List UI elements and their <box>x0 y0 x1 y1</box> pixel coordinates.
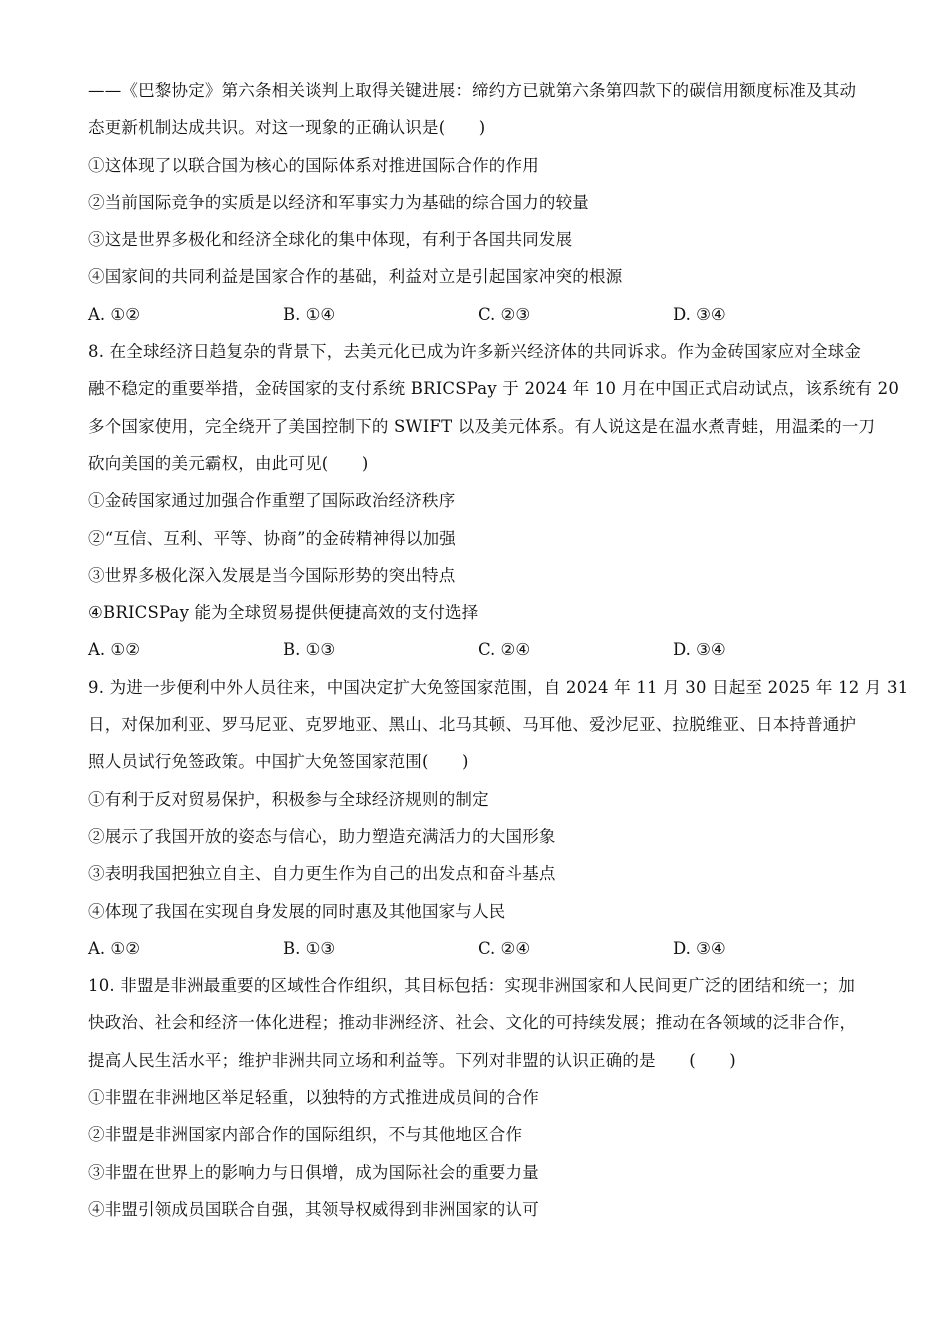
question-stem-line: 提高人民生活水平；维护非洲共同立场和利益等。下列对非盟的认识正确的是 ( ) <box>88 1050 736 1070</box>
statement: ③这是世界多极化和经济全球化的集中体现，有利于各国共同发展 <box>88 230 573 250</box>
question-stem-line: 9. 为进一步便利中外人员往来，中国决定扩大免签国家范围，自 2024 年 11 月 30 日起至 2025 年 12 月 31 <box>88 677 909 697</box>
question-8 <box>88 333 900 669</box>
question-stem-line: 日，对保加利亚、罗马尼亚、克罗地亚、黑山、北马其顿、马耳他、爱沙尼亚、拉脱维亚、日本持普通护 <box>88 715 857 735</box>
question-7 <box>88 72 868 333</box>
answer-options <box>88 296 868 333</box>
statement: ②“互信、互利、平等、协商”的金砖精神得以加强 <box>88 528 456 548</box>
option-d: D. ③④ <box>673 304 726 324</box>
question-stem-line: 照人员试行免签政策。中国扩大免签国家范围( ) <box>88 752 469 772</box>
statement: ①金砖国家通过加强合作重塑了国际政治经济秩序 <box>88 491 456 511</box>
statement: ③表明我国把独立自主、自力更生作为自己的出发点和奋斗基点 <box>88 864 556 884</box>
option-c: C. ②④ <box>478 938 531 958</box>
statement: ④非盟引领成员国联合自强，其领导权威得到非洲国家的认可 <box>88 1199 539 1219</box>
question-stem-line: 10. 非盟是非洲最重要的区域性合作组织，其目标包括：实现非洲国家和人民间更广泛的团结和统一；加 <box>88 976 856 996</box>
statement: ②当前国际竞争的实质是以经济和军事实力为基础的综合国力的较量 <box>88 192 589 212</box>
question-stem-line: 8. 在全球经济日趋复杂的背景下，去美元化已成为许多新兴经济体的共同诉求。作为金砖国家应对全球金 <box>88 342 862 362</box>
statement: ①这体现了以联合国为核心的国际体系对推进国际合作的作用 <box>88 155 539 175</box>
option-a: A. ①② <box>88 640 140 660</box>
exam-page <box>88 72 909 1228</box>
option-c: C. ②③ <box>478 304 531 324</box>
question-10 <box>88 967 868 1228</box>
question-stem-line: ——《巴黎协定》第六条相关谈判上取得关键进展：缔约方已就第六条第四款下的碳信用额度标准及其动 <box>88 81 857 100</box>
statement: ③世界多极化深入发展是当今国际形势的突出特点 <box>88 565 456 585</box>
statement: ④国家间的共同利益是国家合作的基础，利益对立是引起国家冲突的根源 <box>88 267 623 287</box>
option-b: B. ①③ <box>283 640 336 660</box>
option-c: C. ②④ <box>478 640 531 660</box>
option-a: A. ①② <box>88 938 140 958</box>
option-b: B. ①④ <box>283 304 336 324</box>
question-stem-line: 快政治、社会和经济一体化进程；推动非洲经济、社会、文化的可持续发展；推动在各领域的泛非合作， <box>88 1013 857 1033</box>
statement: ②展示了我国开放的姿态与信心，助力塑造充满活力的大国形象 <box>88 826 556 846</box>
option-d: D. ③④ <box>673 640 726 660</box>
statement: ②非盟是非洲国家内部合作的国际组织，不与其他地区合作 <box>88 1125 523 1145</box>
question-stem-line: 多个国家使用，完全绕开了美国控制下的 SWIFT 以及美元体系。有人说这是在温水煮青蛙，用温柔的一刀 <box>88 416 876 436</box>
option-a: A. ①② <box>88 304 140 324</box>
question-9 <box>88 669 909 967</box>
option-b: B. ①③ <box>283 938 336 958</box>
statement: ④BRICSPay 能为全球贸易提供便捷高效的支付选择 <box>88 603 479 623</box>
question-stem-line: 态更新机制达成共识。对这一现象的正确认识是( ) <box>88 118 486 138</box>
question-stem-line: 融不稳定的重要举措，金砖国家的支付系统 BRICSPay 于 2024 年 10 月在中国正式启动试点，该系统有 20 <box>88 379 900 399</box>
statement: ①非盟在非洲地区举足轻重，以独特的方式推进成员间的合作 <box>88 1088 539 1108</box>
answer-options <box>88 631 868 668</box>
statement: ③非盟在世界上的影响力与日俱增，成为国际社会的重要力量 <box>88 1162 539 1182</box>
statement: ①有利于反对贸易保护，积极参与全球经济规则的制定 <box>88 789 489 809</box>
statement: ④体现了我国在实现自身发展的同时惠及其他国家与人民 <box>88 901 506 921</box>
question-stem-line: 砍向美国的美元霸权，由此可见( ) <box>88 453 369 473</box>
answer-options <box>88 930 868 967</box>
option-d: D. ③④ <box>673 938 726 958</box>
